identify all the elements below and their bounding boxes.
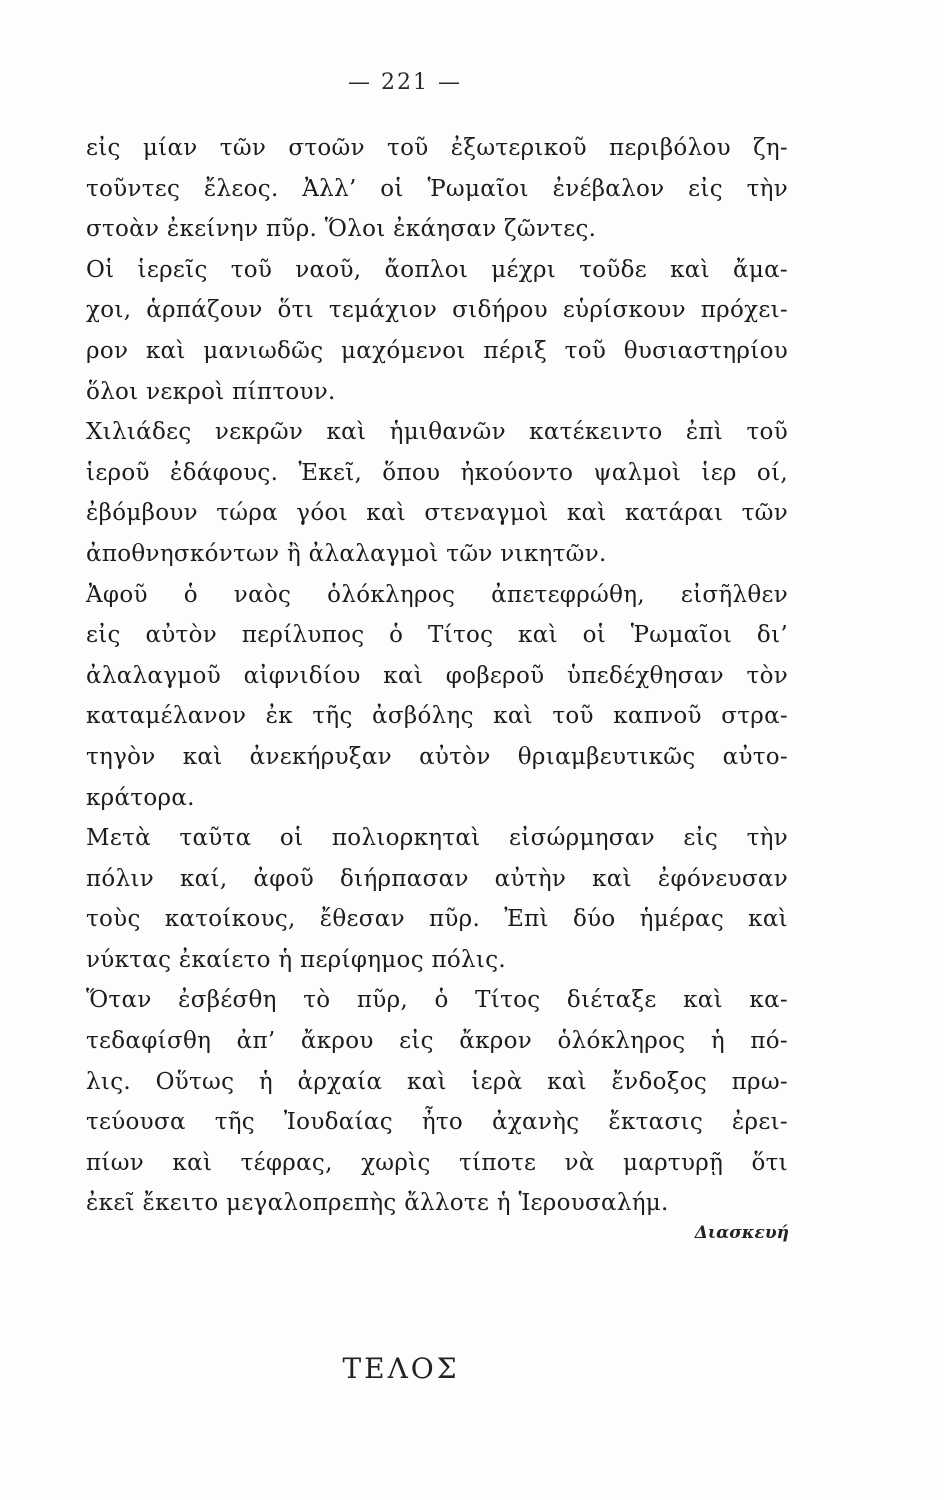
body-text <box>86 128 788 1224</box>
text-line: νύκτας ἐκαίετο ἡ περίφημος πόλις. <box>86 946 507 973</box>
text-line: ἀλαλαγμοῦ αἰφνιδίου καὶ φοβεροῦ ὑπεδέχθησαν τὸν <box>86 662 788 689</box>
text-line: εἰς μίαν τῶν στοῶν τοῦ ἐξωτερικοῦ περιβόλου ζη- <box>86 135 788 161</box>
text-line: Οἱ ἱερεῖς τοῦ ναοῦ, ἄοπλοι μέχρι τοῦδε καὶ ἄμα- <box>86 256 788 283</box>
text-line: Μετὰ ταῦτα οἱ πολιορκηταὶ εἰσώρμησαν εἰς τὴν <box>86 825 788 852</box>
text-line: τηγὸν καὶ ἀνεκήρυξαν αὐτὸν θριαμβευτικῶς αὐτο- <box>86 743 788 770</box>
text-line: ἀποθνησκόντων ἢ ἀλαλαγμοὶ τῶν νικητῶν. <box>86 540 607 567</box>
text-line: Χιλιάδες νεκρῶν καὶ ἡμιθανῶν κατέκειντο ἐπὶ τοῦ <box>86 419 788 446</box>
text-line: Ἀφοῦ ὁ ναὸς ὁλόκληρος ἀπετεφρώθη, εἰσῆλθεν <box>86 581 788 608</box>
text-line: ὅλοι νεκροὶ πίπτουν. <box>86 378 336 405</box>
text-line: ρον καὶ μανιωδῶς μαχόμενοι πέριξ τοῦ θυσιαστηρίου <box>86 337 788 364</box>
text-line: κράτορα. <box>86 784 195 811</box>
text-line: χοι, ἁρπάζουν ὅτι τεμάχιον σιδήρου εὑρίσκουν πρόχει- <box>86 297 788 324</box>
text-line: πίων καὶ τέφρας, χωρὶς τίποτε νὰ μαρτυρῇ ὅτι <box>86 1149 788 1176</box>
text-line: ἐβόμβουν τώρα γόοι καὶ στεναγμοὶ καὶ κατάραι τῶν <box>86 500 788 527</box>
text-line: Ὅταν ἐσβέσθη τὸ πῦρ, ὁ Τίτος διέταξε καὶ κα- <box>86 987 788 1014</box>
text-line: στοὰν ἐκείνην πῦρ. Ὅλοι ἐκάησαν ζῶντες. <box>86 216 597 243</box>
text-line: εἰς αὐτὸν περίλυπος ὁ Τίτος καὶ οἱ Ῥωμαῖοι δι’ <box>86 622 788 649</box>
attribution: Διασκευή <box>694 1223 789 1243</box>
text-line: καταμέλανον ἐκ τῆς ἀσβόλης καὶ τοῦ καπνοῦ στρα- <box>86 703 788 730</box>
text-line: λις. Οὕτως ἡ ἀρχαία καὶ ἱερὰ καὶ ἔνδοξος πρω- <box>86 1068 788 1095</box>
page-number: — 221 — <box>348 70 462 95</box>
text-line: ἐκεῖ ἔκειτο μεγαλοπρεπὴς ἄλλοτε ἡ Ἱερουσαλήμ. <box>86 1190 669 1217</box>
text-line: πόλιν καί, ἀφοῦ διήρπασαν αὐτὴν καὶ ἐφόνευσαν <box>86 865 788 892</box>
text-line: τεδαφίσθη ἀπ’ ἄκρου εἰς ἄκρον ὁλόκληρος ἡ πό- <box>86 1028 788 1055</box>
text-line: τοὺς κατοίκους, ἔθεσαν πῦρ. Ἐπὶ δύο ἡμέρας καὶ <box>86 906 788 933</box>
text-line: ἱεροῦ ἐδάφους. Ἐκεῖ, ὅπου ἠκούοντο ψαλμοὶ ἱερ οί, <box>86 459 788 486</box>
text-line: τεύουσα τῆς Ἰουδαίας ἦτο ἀχανὴς ἔκτασις ἐρει- <box>86 1109 788 1136</box>
text-line: τοῦντες ἔλεος. Ἀλλ’ οἱ Ῥωμαῖοι ἐνέβαλον εἰς τὴν <box>86 175 788 202</box>
end-title: ΤΕΛΟΣ <box>342 1352 460 1385</box>
